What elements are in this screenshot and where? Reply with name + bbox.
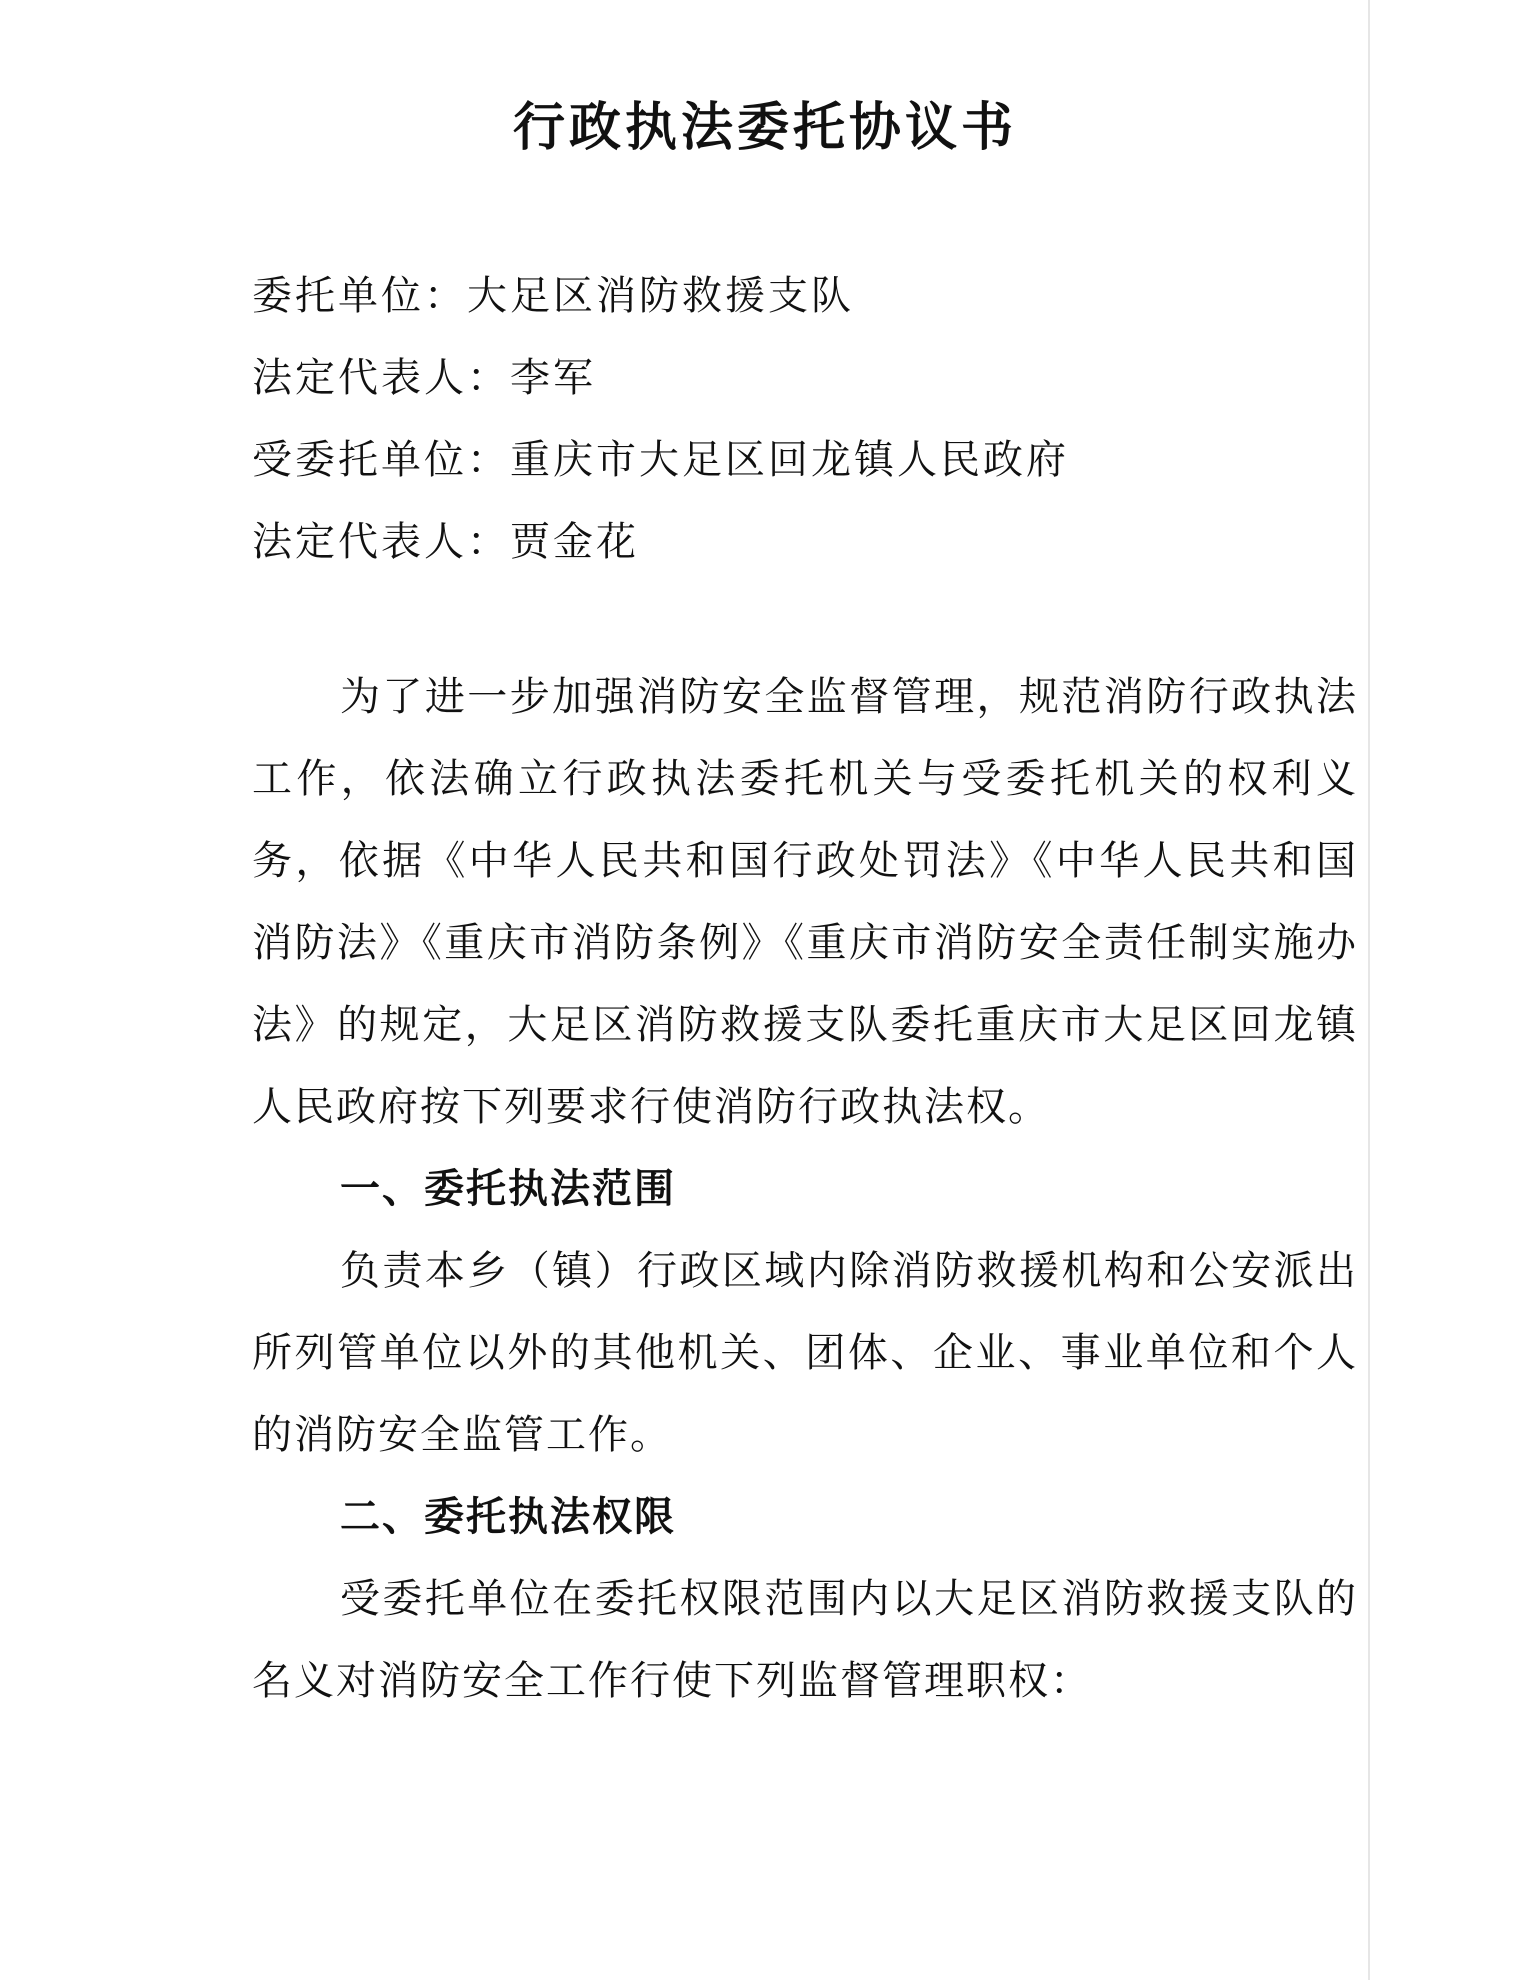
party-line-legal-rep-1: 法定代表人：李军 bbox=[252, 355, 596, 401]
section-2-heading: 二、委托执法权限 bbox=[340, 1493, 676, 1540]
document-body bbox=[252, 656, 1358, 1722]
document-title: 行政执法委托协议书 bbox=[512, 97, 1017, 158]
party-line-entrusted-unit: 受委托单位：重庆市大足区回龙镇人民政府 bbox=[252, 437, 1069, 483]
section-2-body: 受委托单位在委托权限范围内以大足区消防救援支队的名义对消防安全工作行使下列监督管理职权： bbox=[252, 1576, 1358, 1704]
party-line-entrusting-unit: 委托单位：大足区消防救援支队 bbox=[252, 273, 854, 319]
parties-block bbox=[252, 255, 1069, 583]
intro-paragraph: 为了进一步加强消防安全监督管理，规范消防行政执法工作，依法确立行政执法委托机关与受委托机关的权利义务，依据《中华人民共和国行政处罚法》《中华人民共和国消防法》《重庆市消防条例》《重庆市消防安全责任制实施办法》的规定，大足区消防救援支队委托重庆市大足区回龙镇人民政府按下列要求行使消防行政执法权。 bbox=[252, 674, 1358, 1130]
section-1-body: 负责本乡（镇）行政区域内除消防救援机构和公安派出所列管单位以外的其他机关、团体、企业、事业单位和个人的消防安全监管工作。 bbox=[252, 1248, 1358, 1458]
party-line-legal-rep-2: 法定代表人：贾金花 bbox=[252, 519, 639, 565]
page-edge bbox=[1368, 0, 1370, 1980]
section-1-heading: 一、委托执法范围 bbox=[340, 1165, 676, 1212]
